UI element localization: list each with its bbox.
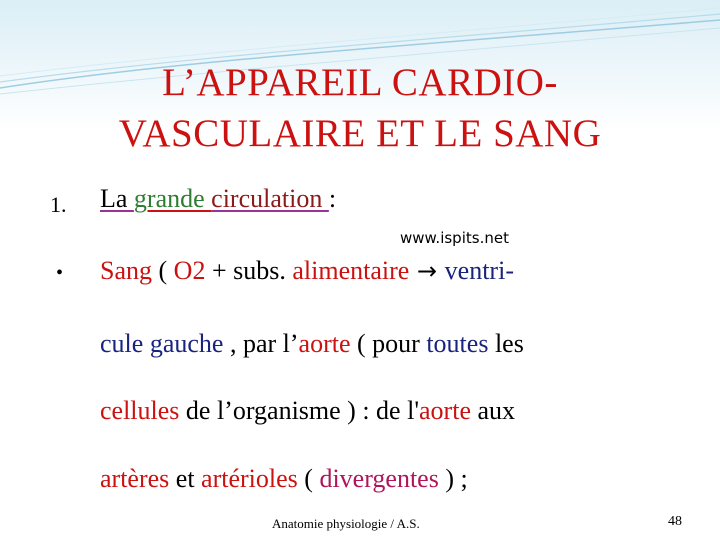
section-number: 1. <box>50 192 67 217</box>
footer-text: Anatomie physiologie / A.S. <box>272 516 420 531</box>
word: aorte <box>298 329 351 358</box>
word: ( <box>297 464 320 493</box>
heading-colon: : <box>328 184 337 213</box>
page-number: 48 <box>668 514 682 529</box>
word: cule <box>100 329 150 358</box>
arrow-right-icon: → <box>409 257 445 285</box>
body-line-2 <box>100 329 524 359</box>
word: ( pour <box>350 329 427 358</box>
heading-word-la: La <box>100 184 134 213</box>
heading-word-circulation: circulation <box>211 184 329 213</box>
body-line-3 <box>100 396 515 426</box>
word: alimentaire <box>292 256 410 285</box>
word: ventri- <box>444 256 514 285</box>
word: ( <box>152 256 174 285</box>
word: les <box>488 329 524 358</box>
title-line-2: VASCULAIRE ET LE SANG <box>118 112 602 155</box>
word: divergentes <box>319 464 439 493</box>
body-line-1 <box>100 256 514 286</box>
word: aorte <box>419 396 471 425</box>
word: aux <box>470 396 516 425</box>
word: artères <box>100 464 170 493</box>
word: ) ; <box>438 464 468 493</box>
word: Sang <box>100 256 152 285</box>
body-line-4 <box>100 464 468 494</box>
section-heading <box>100 184 336 214</box>
word: O2 <box>173 256 206 285</box>
word: et <box>169 464 202 493</box>
bullet-icon: • <box>56 262 64 284</box>
title-line-1: L’APPAREIL CARDIO- <box>162 61 558 104</box>
word: toutes <box>426 329 489 358</box>
watermark-url: www.ispits.net <box>400 229 509 247</box>
word: gauche <box>149 329 224 358</box>
word: cellules <box>100 396 180 425</box>
heading-word-grande: grande <box>133 184 212 213</box>
word: , par l’ <box>223 329 299 358</box>
word: de l’organisme ) : de l' <box>179 396 420 425</box>
word: artérioles <box>201 464 298 493</box>
word: + subs. <box>205 256 293 285</box>
